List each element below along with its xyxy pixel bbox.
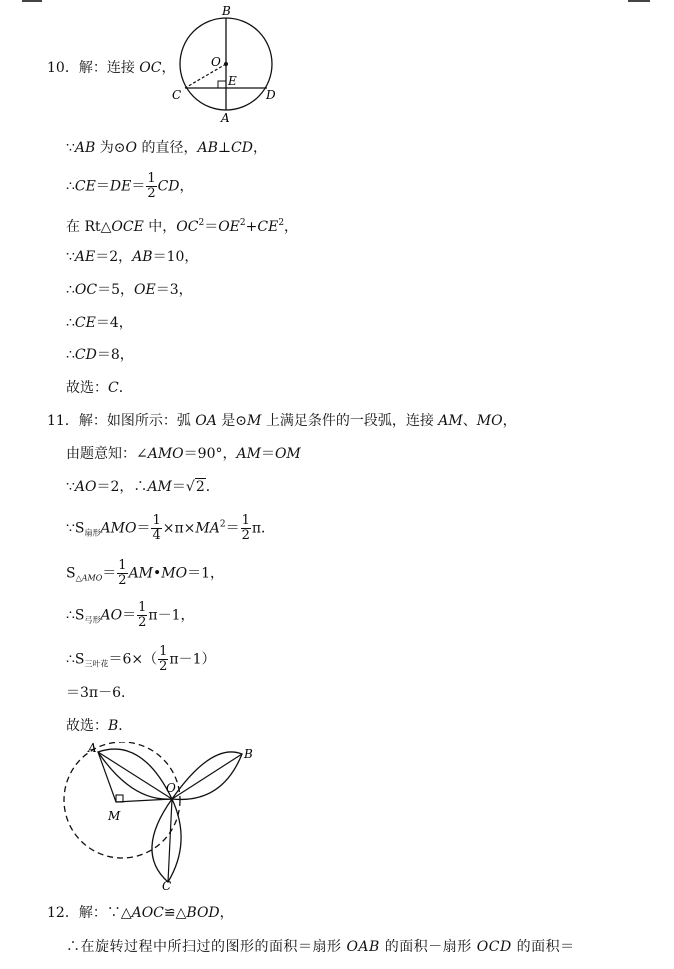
right-angle-mark xyxy=(218,81,226,88)
label-a: A xyxy=(221,111,230,125)
fraction-half: $\frac{1}{2}$ xyxy=(118,558,127,588)
right-angle-mark-m xyxy=(116,795,123,802)
q11-line-3: ∵AO＝2，∴AM＝√2． xyxy=(66,479,220,495)
fraction-half: $\frac{1}{2}$ xyxy=(138,600,147,630)
q11-line-5: $S_{\triangle AMO}=$ $\frac{1}{2}$ AM•MO＝1， xyxy=(66,558,225,588)
center-point-o xyxy=(224,62,228,66)
q10-line-7: ∴CD＝8， xyxy=(66,347,134,363)
q11-line-4: $\because S_{扇形}AMO=$ $\frac{1}{4}$ $\times\pi\times MA^2=$ $\frac{1}{2}$ π． xyxy=(66,513,276,543)
q11-line-6: $\therefore S_{弓形}AO=$ $\frac{1}{2}$ π－1， xyxy=(66,600,195,630)
q11-line-7: $\therefore S_{三叶花}=6\times$（ $\frac{1}{2}$ π－1） xyxy=(66,644,216,674)
fraction-half: $\frac{1}{2}$ xyxy=(147,171,156,201)
label-c: C xyxy=(172,88,182,102)
fraction-half: $\frac{1}{2}$ xyxy=(241,513,250,543)
q11-line-1: 11．解：如图所示：弧 OA 是⊙M 上满足条件的一段弧，连接 AM、MO， xyxy=(47,413,517,429)
label-e: E xyxy=(228,74,237,88)
q10-line-2: ∴CE＝DE＝ $\frac{1}{2}$ CD， xyxy=(66,171,194,201)
q11-trefoil-figure xyxy=(62,742,272,892)
q10-heading: 10．解：连接 OC， xyxy=(47,60,176,76)
q10-line-8: 故选：C． xyxy=(66,380,133,396)
q10-line-5: ∴OC＝5，OE＝3， xyxy=(66,282,193,298)
top-edge-mark-left xyxy=(22,0,42,2)
chord-oc xyxy=(168,799,172,882)
petal-oc xyxy=(152,799,181,882)
top-edge-mark-right xyxy=(628,0,650,2)
label-b: B xyxy=(222,4,231,18)
label-m: M xyxy=(108,809,121,823)
q10-line-4: ∵AE＝2，AB＝10， xyxy=(66,249,199,265)
q10-circle-figure xyxy=(168,2,288,126)
label-a: A xyxy=(88,742,97,755)
label-o: O xyxy=(166,781,176,795)
fraction-quarter: $\frac{1}{4}$ xyxy=(152,513,161,543)
segment-mo xyxy=(116,799,172,802)
q11-line-9: 故选：B． xyxy=(66,718,133,734)
q12-line-1: 12．解：∵△AOC≌△BOD， xyxy=(47,905,234,921)
q10-line-6: ∴CE＝4， xyxy=(66,315,133,331)
segment-am xyxy=(98,752,116,802)
label-b: B xyxy=(244,747,253,761)
q12-line-2: ∴在旋转过程中所扫过的图形的面积＝扇形 OAB 的面积－扇形 OCD 的面积＝ xyxy=(66,939,575,955)
fraction-half: $\frac{1}{2}$ xyxy=(159,644,168,674)
label-d: D xyxy=(266,88,276,102)
q10-line-1: ∵AB 为⊙O 的直径，AB⊥CD， xyxy=(66,140,267,156)
q10-line-3: 在 Rt△OCE 中，$OC^2=OE^2+CE^2$， xyxy=(66,218,299,235)
q11-line-8: ＝3π－6． xyxy=(66,685,136,701)
label-o: O xyxy=(211,55,221,69)
q11-line-2: 由题意知：∠AMO＝90°，AM＝OM xyxy=(66,446,301,462)
label-c: C xyxy=(162,879,172,892)
chord-ao xyxy=(98,752,172,799)
